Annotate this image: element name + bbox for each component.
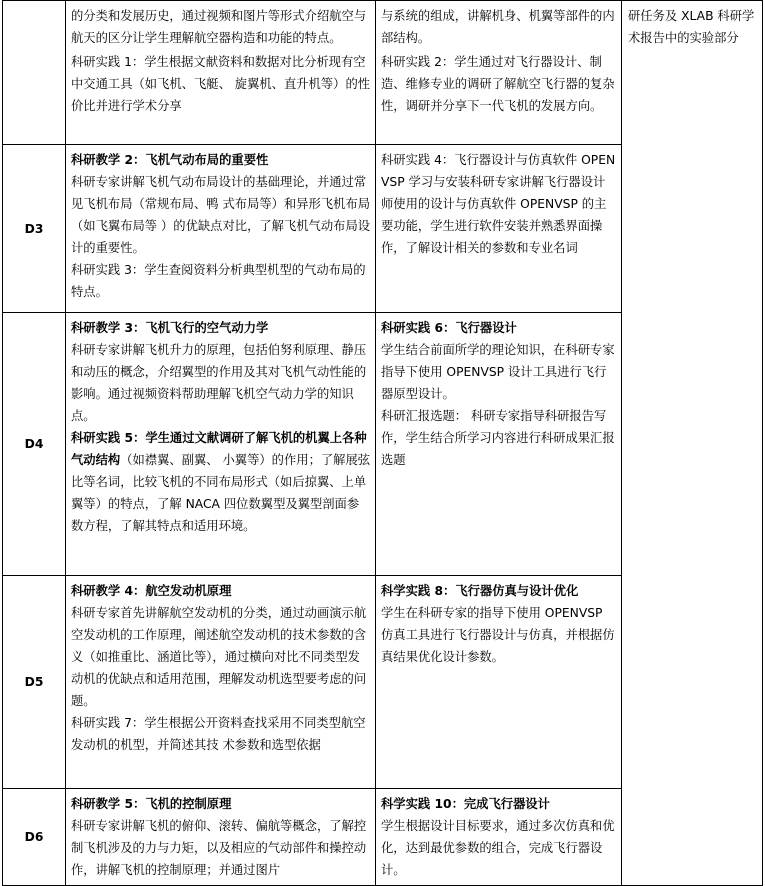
table-row: [3, 1, 763, 145]
paragraph: 科研专家讲解飞机升力的原理，包括伯努利原理、静压和动压的概念，介绍翼型的作用及其对飞机气动性能的影响。通过视频资料帮助理解飞机空气动力学的知识点。: [71, 343, 367, 423]
paragraph: 研任务及 XLAB 科研学术报告中的实验部分: [628, 9, 755, 45]
day-label: D3: [3, 145, 66, 313]
section-heading: 科研教学 4：航空发动机原理: [71, 584, 232, 598]
practice-cell: [376, 1, 622, 145]
paragraph: 科研专家讲解飞机气动布局设计的基础理论，并通过常见飞机布局（常规布局、鸭 式布局等）和异形飞机布局（如飞翼布局等 ）的优缺点对比，了解飞机气动布局设计的重要性。: [71, 175, 371, 255]
bold-phrase: 科研实践 5：学生通过文献调研了解飞机的机翼上各种气动结构: [71, 431, 367, 467]
paragraph: 科研汇报选题： 科研专家指导科研报告写作，学生结合所学习内容进行科研成果汇报选题: [381, 409, 615, 467]
day-label: D5: [3, 576, 66, 789]
section-heading: 科研教学 5：飞机的控制原理: [71, 797, 232, 811]
practice-cell: [376, 313, 622, 576]
paragraph: 科研专家首先讲解航空发动机的分类，通过动画演示航空发动机的工作原理，阐述航空发动机的技术参数的含义（如推重比、涵道比等），通过横向对比不同类型发动机的优缺点和适用范围，理解发动机选型要考虑的问题。: [71, 606, 367, 708]
teaching-cell: [66, 789, 376, 886]
notes-cell: [622, 1, 763, 886]
text-phrase: （如襟翼、副翼、 小翼等）的作用；了解展弦比等名词，比较飞机的不同布局形式（如后掠翼、上单 翼等）的特点，了解 NACA 四位数翼型及翼型剖面参数方程，了解其特点和适用环境。: [71, 453, 371, 533]
paragraph: 与系统的组成，讲解机身、机翼等部件的内部结构。: [381, 9, 615, 45]
paragraph: 科研实践 3：学生查阅资料分析典型机型的气动布局的特点。: [71, 263, 366, 299]
section-heading: 科学实践 8：飞行器仿真与设计优化: [381, 584, 579, 598]
course-schedule-table: [2, 0, 763, 886]
paragraph: 科研专家讲解飞机的俯仰、滚转、偏航等概念，了解控制飞机涉及的力与力矩，以及相应的气动部件和操控动作，讲解飞机的控制原理；并通过图片: [71, 819, 367, 877]
paragraph: 学生结合前面所学的理论知识，在科研专家指导下使用 OPENVSP 设计工具进行飞行器原型设计。: [381, 343, 615, 401]
section-heading: 科研实践 6：飞行器设计: [381, 321, 517, 335]
section-heading: 科研教学 2：飞机气动布局的重要性: [71, 153, 269, 167]
practice-cell: [376, 789, 622, 886]
teaching-cell: [66, 145, 376, 313]
paragraph: 科研实践 7：学生根据公开资料查找采用不同类型航空发动机的机型，并简述其技 术参数和选型依据: [71, 716, 366, 752]
paragraph: 学生根据设计目标要求，通过多次仿真和优化，达到最优参数的组合，完成飞行器设计。: [381, 819, 615, 877]
day-label: D6: [3, 789, 66, 886]
practice-cell: [376, 145, 622, 313]
section-heading: 科研教学 3：飞机飞行的空气动力学: [71, 321, 269, 335]
paragraph: 的分类和发展历史，通过视频和图片等形式介绍航空与航天的区分让学生理解航空器构造和功能的特点。: [71, 9, 367, 45]
paragraph: 学生在科研专家的指导下使用 OPENVSP 仿真工具进行飞行器设计与仿真，并根据仿真结果优化设计参数。: [381, 606, 615, 664]
paragraph: 科研实践 1：学生根据文献资料和数据对比分析现有空中交通工具（如飞机、飞艇、 旋翼机、直升机等）的性价比并进行学术分享: [71, 55, 371, 113]
teaching-cell: [66, 576, 376, 789]
day-cell: [3, 1, 66, 145]
paragraph: 科研实践 4：飞行器设计与仿真软件 OPENVSP 学习与安装科研专家讲解飞行器设计师使用的设计与仿真软件 OPENVSP 的主要功能，学生进行软件安装并熟悉界面操作，了解设计相关的参数和专业名词: [381, 153, 616, 255]
day-label: D4: [3, 313, 66, 576]
practice-cell: [376, 576, 622, 789]
paragraph: 科研实践 2：学生通过对飞行器设计、制造、维修专业的调研了解航空飞行器的复杂性，调研并分享下一代飞机的发展方向。: [381, 55, 615, 113]
paragraph: [71, 427, 371, 537]
teaching-cell: [66, 313, 376, 576]
teaching-cell: [66, 1, 376, 145]
section-heading: 科学实践 10：完成飞行器设计: [381, 797, 550, 811]
